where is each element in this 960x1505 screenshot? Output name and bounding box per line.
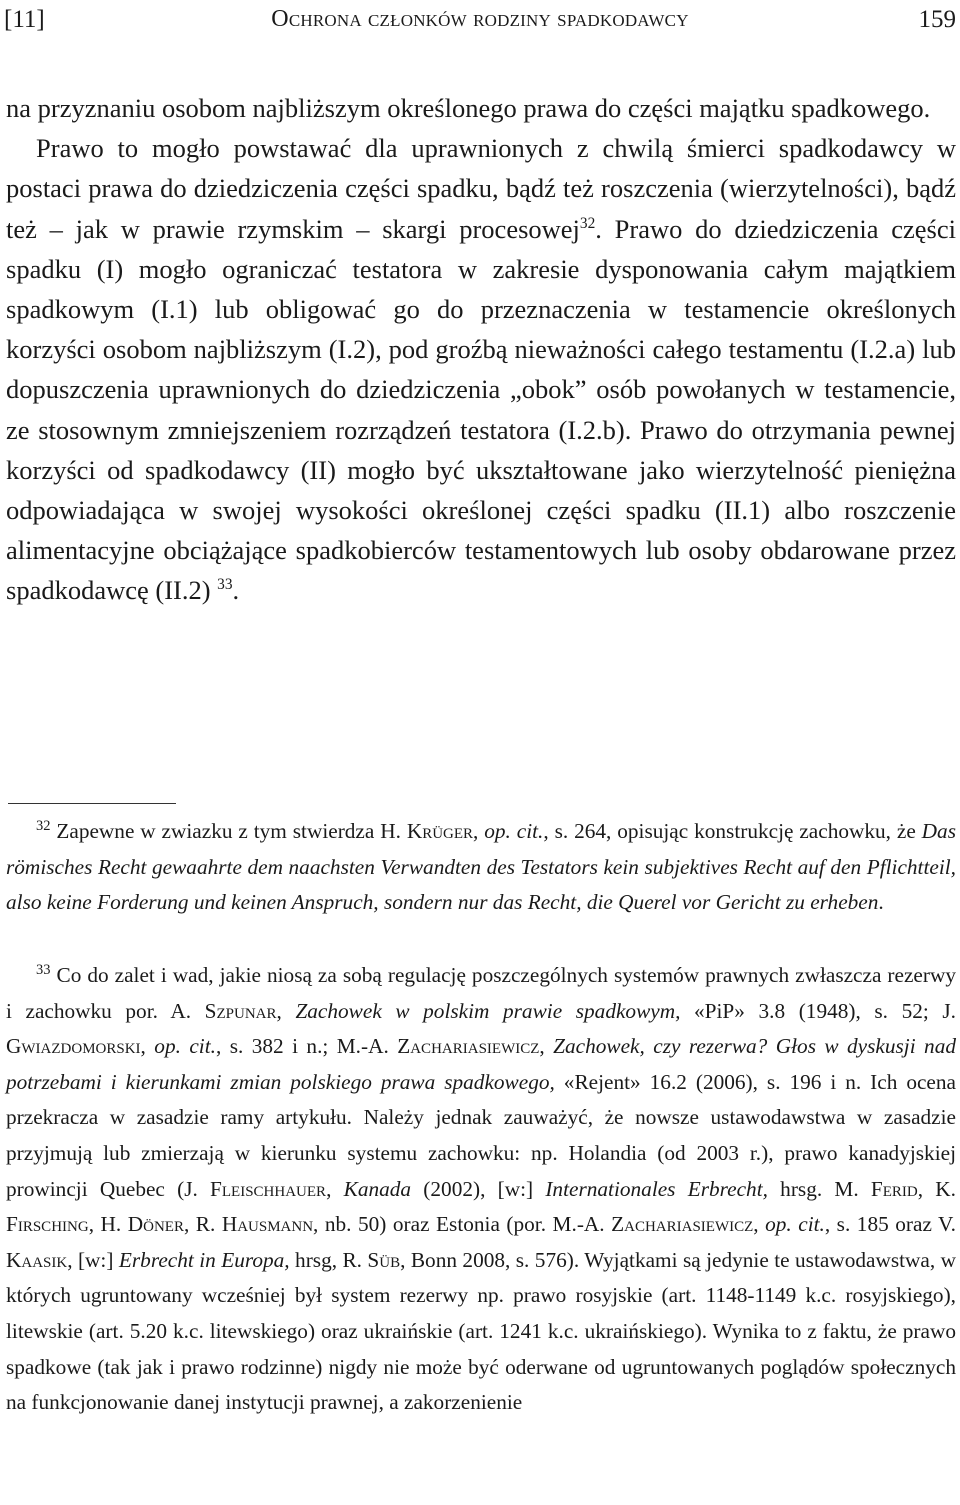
- footnote-separator: [8, 803, 176, 804]
- author-name: Krüger: [406, 819, 474, 843]
- running-header: [4, 0, 956, 40]
- footnote-number: 33: [36, 961, 51, 978]
- running-title: Ochrona członków rodziny spadkodawcy: [271, 6, 689, 32]
- german-quote: Das römisches Recht gewaahrte dem naachsten Verwandten des Testators kein subjektives Recht auf den Pflichtteil, also keine Forderung und keinen Anspruch, sondern nur das Recht, die Querel vor Gericht zu erheben: [6, 819, 956, 915]
- paragraph: na przyznaniu osobom najbliższym określonego prawa do części majątku spadkowego.: [6, 93, 931, 123]
- footnote-33: $^{33}$ Co do zalet i wad, jakie niosą za sobą regulację poszczególnych systemów prawnych zwłaszcza rezerwy i zachowku por. A. Szpunar, Zachowek w polskim prawie spadkowym, «PiP» 3.8 (1948), s. 52; J. Gwiazdomorski, op. cit., s. 382 i n.; M.-A. Zachariasiewicz, Zachowek, czy rezerwa? Głos w dyskusji nad potrzebami i kierunkami zmian polskiego prawa spadkowego, «Rejent» 16.2 (2006), s. 196 i n. Ich ocena przekracza w zasadzie ramy artykułu. Należy jednak zauważyć, że nowsze ustawodawstwa w zasadzie przyjmują lub zmierzają w kierunku systemu zachowku: np. Holandia (od 2003 r.), prawo kanadyjskiej prowincji Quebec (J. Fleischhauer, Kanada (2002), [w:] Internationales Erbrecht, hrsg. M. Ferid, K. Firsching, H. Döner, R. Hausmann, nb. 50) oraz Estonia (por. M.-A. Zachariasiewicz, op. cit., s. 185 oraz V. Kaasik, [w:] Erbrecht in Europa, hrsg, R. Süb, Bonn 2008, s. 576). Wyjątkami są jedynie te ustawodawstwa, w których ugruntowany wcześniej był system rezerwy np. prawo rosyjskie (art. 1148-1149 k.c. rosyjskiego), litewskie (art. 5.20 k.c. litewskiego) oraz ukraińskie (art. 1241 k.c. ukraińskiego). Wynika to z faktu, że prawo spadkowe (tak jak i prawo rodzinne) nigdy nie może być oderwane od ugruntowanych poglądów społecznych na funkcjonowanie danej instytucji prawnej, a zakorzenienie: [6, 961, 957, 1415]
- paragraph: Prawo to mogło powstawać dla uprawnionych z chwilą śmierci spadkodawcy w postaci prawa do dziedziczenia części spadku, bądź też roszczenia (wierzytelności), bądź też – jak w prawie rzymskim – skargi procesowej$^{32}$. Prawo do dziedziczenia części spadku (I) mogło ograniczać testatora w zakresie dysponowania całym majątkiem spadkowym (I.1) lub obligować go do przeznaczenia w testamencie określonych korzyści osobom najbliższym (I.2), pod groźbą nieważności całego testamentu (I.2.a) lub dopuszczenia uprawnionych do dziedziczenia „obok” osób powołanych w testamencie, ze stosownym zmniejszeniem rozrządzeń testatora (I.2.b). Prawo do otrzymania pewnej korzyści od spadkodawcy (II) mogło być ukształtowane jako wierzytelność pieniężna odpowiadająca w swojej wysokości określonej części spadku (II.1) albo roszczenie alimentacyjne obciążające spadkobierców testamentowych lub osoby obdarowane przez spadkodawcę (II.2) $^{33}$.: [6, 133, 956, 606]
- main-text: [6, 88, 956, 611]
- section-number: [11]: [4, 6, 45, 33]
- footnote-ref-32[interactable]: 32: [579, 214, 596, 232]
- page-number: 159: [918, 6, 956, 33]
- footnote-ref-33[interactable]: 33: [217, 576, 233, 594]
- footnote-32: $^{32}$ Zapewne w zwiazku z tym stwierdza H. Krüger, op. cit., s. 264, opisując konstrukcję zachowku, że Das römisches Recht gewaahrte dem naachsten Verwandten des Testators kein subjektives Recht auf den Pflichtteil, also keine Forderung und keinen Anspruch, sondern nur das Recht, die Querel vor Gericht zu erheben.: [6, 817, 956, 915]
- footnote-number: 32: [36, 817, 51, 834]
